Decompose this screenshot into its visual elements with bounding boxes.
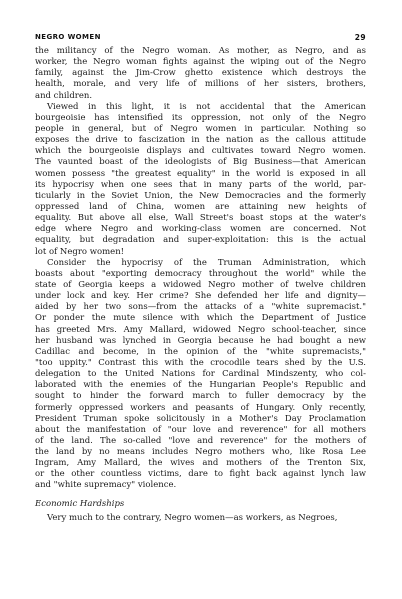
paragraph-line: exposes the drive to fascization in the nation as the callous attitude: [35, 135, 366, 146]
paragraph-line: the land by no means includes Negro mothers who, like Rosa Lee: [35, 447, 366, 458]
paragraph-line: "too uppity." Contrast this with the crocodile tears shed by the U.S.: [35, 357, 366, 368]
paragraph-line: Or ponder the mute silence with which the Department of Justice: [35, 313, 366, 324]
paragraph-line: state of Georgia keeps a widowed Negro mother of twelve children: [35, 279, 366, 290]
paragraph-line: or the other countless victims, dare to fight back against lynch law: [35, 469, 366, 480]
paragraph-line: equality. But above all else, Wall Street's boast stops at the water's: [35, 213, 366, 224]
paragraph-line: equality, but degradation and super-exploitation: this is the actual: [35, 235, 366, 246]
paragraph-line: family, against the Jim-Crow ghetto existence which destroys the: [35, 68, 366, 79]
paragraph-line: sought to hinder the forward march to fuller democracy by the: [35, 391, 366, 402]
paragraphs: [35, 46, 366, 492]
paragraph-line: of the land. The so-called "love and reverence" for the mothers of: [35, 435, 366, 446]
paragraph-line: has greeted Mrs. Amy Mallard, widowed Negro school-teacher, since: [35, 324, 366, 335]
paragraph-line: bourgeoisie has intensified its oppression, not only of the Negro: [35, 112, 366, 123]
running-head: NEGRO WOMEN: [35, 33, 101, 41]
paragraph: [35, 46, 366, 102]
paragraph-line: under lock and key. Her crime? She defended her life and dignity—: [35, 291, 366, 302]
paragraph-line: President Truman spoke solicitously in a Mother's Day Proclamation: [35, 413, 366, 424]
paragraph: [35, 102, 366, 258]
paragraph-line: ticularly in the Soviet Union, the New Democracies and the formerly: [35, 190, 366, 201]
paragraph-line: worker, the Negro woman fights against the wiping out of the Negro: [35, 57, 366, 68]
paragraph-line: Ingram, Amy Mallard, the wives and mothers of the Trenton Six,: [35, 458, 366, 469]
paragraph-line: Consider the hypocrisy of the Truman Administration, which: [47, 257, 366, 268]
page-header: [35, 33, 366, 45]
paragraph-line: edge where Negro and working-class women are concerned. Not: [35, 224, 366, 235]
page-number: 29: [354, 33, 366, 42]
paragraph-line: Cadillac and become, in the opinion of the "white supremacists,": [35, 346, 366, 357]
paragraph-line: lot of Negro women!: [35, 246, 125, 257]
paragraph-line: Very much to the contrary, Negro women—as workers, as Negroes,: [47, 512, 338, 523]
paragraph-line: about the manifestation of "our love and reverence" for all mothers: [35, 424, 366, 435]
paragraph-line: aided by her two sons—from the attacks of a "white supremacist.": [35, 302, 366, 313]
paragraph-line: women possess "the greatest equality" in the world is exposed in all: [35, 168, 366, 179]
paragraph-line: its hypocrisy when one sees that in many parts of the world, par-: [35, 179, 366, 190]
paragraph-line: The vaunted boast of the ideologists of Big Business—that American: [35, 157, 366, 168]
paragraph-line: oppressed land of China, women are attaining new heights of: [35, 201, 366, 212]
paragraph-line: the militancy of the Negro woman. As mother, as Negro, and as: [35, 46, 366, 56]
paragraph-line: boasts about "exporting democracy throughout the world" while the: [35, 268, 366, 279]
paragraph-line: delegation to the United Nations for Cardinal Mindszenty, who col-: [35, 369, 366, 380]
paragraph-line: health, morale, and very life of millions of her sisters, brothers,: [35, 79, 366, 90]
body-text: [35, 46, 366, 524]
paragraph-line: laborated with the enemies of the Hungarian People's Republic and: [35, 380, 366, 391]
paragraph-line: Viewed in this light, it is not accidental that the American: [47, 101, 366, 112]
paragraph-line: formerly oppressed workers and peasants of Hungary. Only recently,: [35, 402, 366, 413]
paragraph-line: people in general, but of Negro women in particular. Nothing so: [35, 123, 366, 134]
paragraph-line: and children.: [35, 90, 93, 101]
paragraph-line: her husband was lynched in Georgia because he had bought a new: [35, 335, 366, 346]
paragraph-line: and "white supremacy" violence.: [35, 480, 177, 491]
paragraph-line: which the bourgeoisie displays and cultivates toward Negro women.: [35, 146, 366, 157]
section-heading: Economic Hardships: [35, 498, 125, 509]
paragraph: [35, 258, 366, 492]
